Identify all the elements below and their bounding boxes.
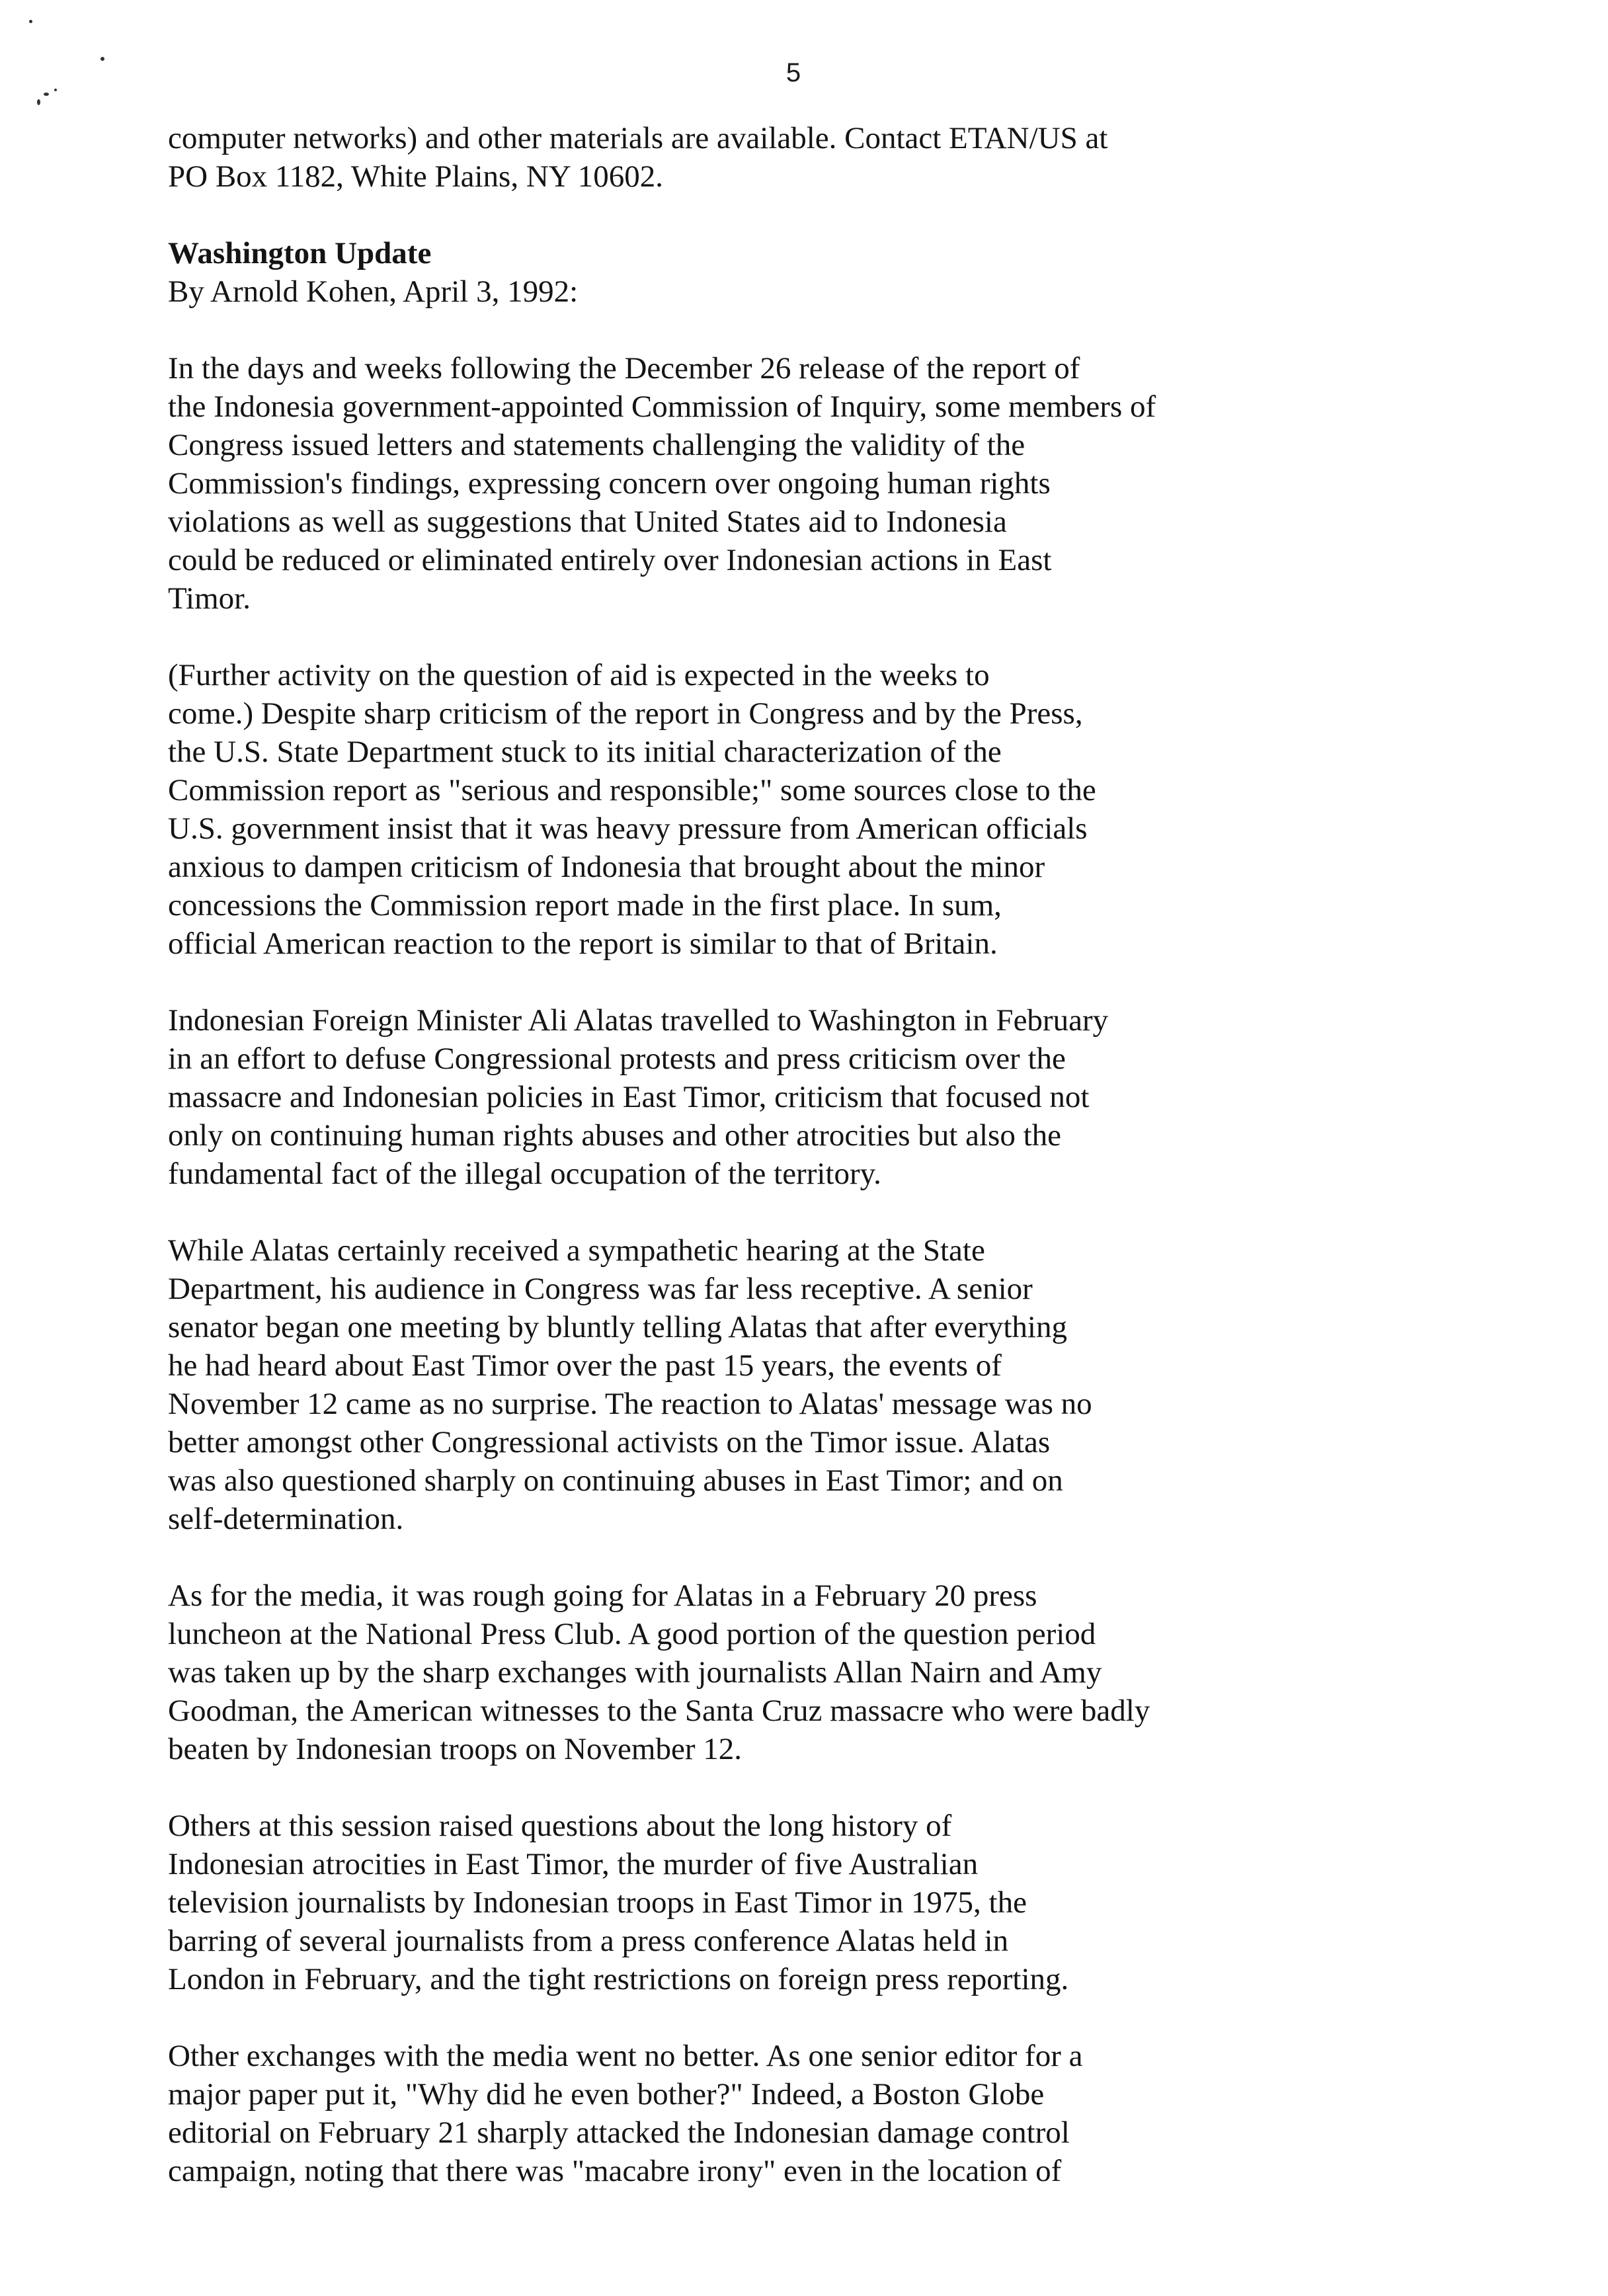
text-line: Indonesian atrocities in East Timor, the murder of five Australian	[168, 1847, 979, 1881]
paragraph-3	[168, 1001, 1437, 1193]
scan-speck	[54, 89, 57, 91]
text-line: Indonesian Foreign Minister Ali Alatas travelled to Washington in February	[168, 1003, 1109, 1038]
text-line: senator began one meeting by bluntly telling Alatas that after everything	[168, 1310, 1067, 1344]
text-line: luncheon at the National Press Club. A good portion of the question period	[168, 1617, 1096, 1651]
text-line: Congress issued letters and statements challenging the validity of the	[168, 428, 1025, 462]
text-line: PO Box 1182, White Plains, NY 10602.	[168, 159, 663, 194]
text-line: Others at this session raised questions about the long history of	[168, 1809, 952, 1843]
text-line: self-determination.	[168, 1502, 404, 1536]
text-line: computer networks) and other materials are available. Contact ETAN/US at	[168, 121, 1108, 155]
page-number: 5	[785, 58, 801, 87]
paragraph-7	[168, 2037, 1437, 2190]
text-line: While Alatas certainly received a sympathetic hearing at the State	[168, 1233, 985, 1268]
text-line: U.S. government insist that it was heavy pressure from American officials	[168, 811, 1088, 846]
text-line: anxious to dampen criticism of Indonesia that brought about the minor	[168, 850, 1045, 884]
text-line: barring of several journalists from a press conference Alatas held in	[168, 1924, 1009, 1958]
text-line: In the days and weeks following the December 26 release of the report of	[168, 351, 1080, 386]
text-line: beaten by Indonesian troops on November 12.	[168, 1732, 742, 1766]
text-line: Timor.	[168, 581, 251, 616]
text-line: was taken up by the sharp exchanges with journalists Allan Nairn and Amy	[168, 1655, 1102, 1690]
article-heading	[168, 234, 1437, 272]
paragraph-6	[168, 1807, 1437, 1998]
text-line: campaign, noting that there was "macabre irony" even in the location of	[168, 2154, 1062, 2188]
text-line: the U.S. State Department stuck to its initial characterization of the	[168, 735, 1002, 769]
text-line: fundamental fact of the illegal occupation of the territory.	[168, 1157, 881, 1191]
text-line: Goodman, the American witnesses to the Santa Cruz massacre who were badly	[168, 1694, 1150, 1728]
article-byline-block	[168, 272, 1437, 311]
document-body	[168, 119, 1437, 2229]
paragraph-4	[168, 1231, 1437, 1538]
text-line: major paper put it, "Why did he even bother?" Indeed, a Boston Globe	[168, 2077, 1045, 2112]
text-line: he had heard about East Timor over the past 15 years, the events of	[168, 1348, 1002, 1383]
article-byline: By Arnold Kohen, April 3, 1992:	[168, 274, 579, 309]
text-line: television journalists by Indonesian troops in East Timor in 1975, the	[168, 1885, 1027, 1920]
paragraph-5	[168, 1577, 1437, 1768]
text-line: Commission's findings, expressing concern over ongoing human rights	[168, 466, 1051, 501]
text-line: only on continuing human rights abuses and other atrocities but also the	[168, 1118, 1061, 1153]
text-line: Department, his audience in Congress was far less receptive. A senior	[168, 1272, 1033, 1306]
text-line: violations as well as suggestions that United States aid to Indonesia	[168, 505, 1007, 539]
scan-speck	[44, 93, 49, 96]
text-line: concessions the Commission report made in the first place. In sum,	[168, 888, 1002, 922]
text-line: London in February, and the tight restrictions on foreign press reporting.	[168, 1962, 1069, 1996]
text-line: come.) Despite sharp criticism of the report in Congress and by the Press,	[168, 696, 1083, 731]
text-line: massacre and Indonesian policies in East Timor, criticism that focused not	[168, 1080, 1090, 1114]
text-line: Other exchanges with the media went no better. As one senior editor for a	[168, 2039, 1083, 2073]
text-line: editorial on February 21 sharply attacked the Indonesian damage control	[168, 2115, 1070, 2150]
text-line: (Further activity on the question of aid is expected in the weeks to	[168, 658, 990, 692]
paragraph-1	[168, 349, 1437, 618]
text-line: November 12 came as no surprise. The reaction to Alatas' message was no	[168, 1387, 1092, 1421]
paragraph-2	[168, 656, 1437, 963]
text-line: official American reaction to the report is similar to that of Britain.	[168, 926, 998, 961]
text-line: the Indonesia government-appointed Commission of Inquiry, some members of	[168, 390, 1156, 424]
scan-speck	[37, 99, 40, 105]
text-line: better amongst other Congressional activists on the Timor issue. Alatas	[168, 1425, 1051, 1459]
scan-speck	[100, 57, 104, 61]
intro-paragraph	[168, 119, 1437, 196]
text-line: was also questioned sharply on continuing abuses in East Timor; and on	[168, 1463, 1063, 1498]
text-line: could be reduced or eliminated entirely over Indonesian actions in East	[168, 543, 1052, 577]
article-title: Washington Update	[168, 236, 432, 270]
text-line: As for the media, it was rough going for Alatas in a February 20 press	[168, 1578, 1037, 1613]
text-line: Commission report as "serious and responsible;" some sources close to the	[168, 773, 1096, 807]
scan-speck	[29, 20, 32, 23]
text-line: in an effort to defuse Congressional protests and press criticism over the	[168, 1042, 1066, 1076]
